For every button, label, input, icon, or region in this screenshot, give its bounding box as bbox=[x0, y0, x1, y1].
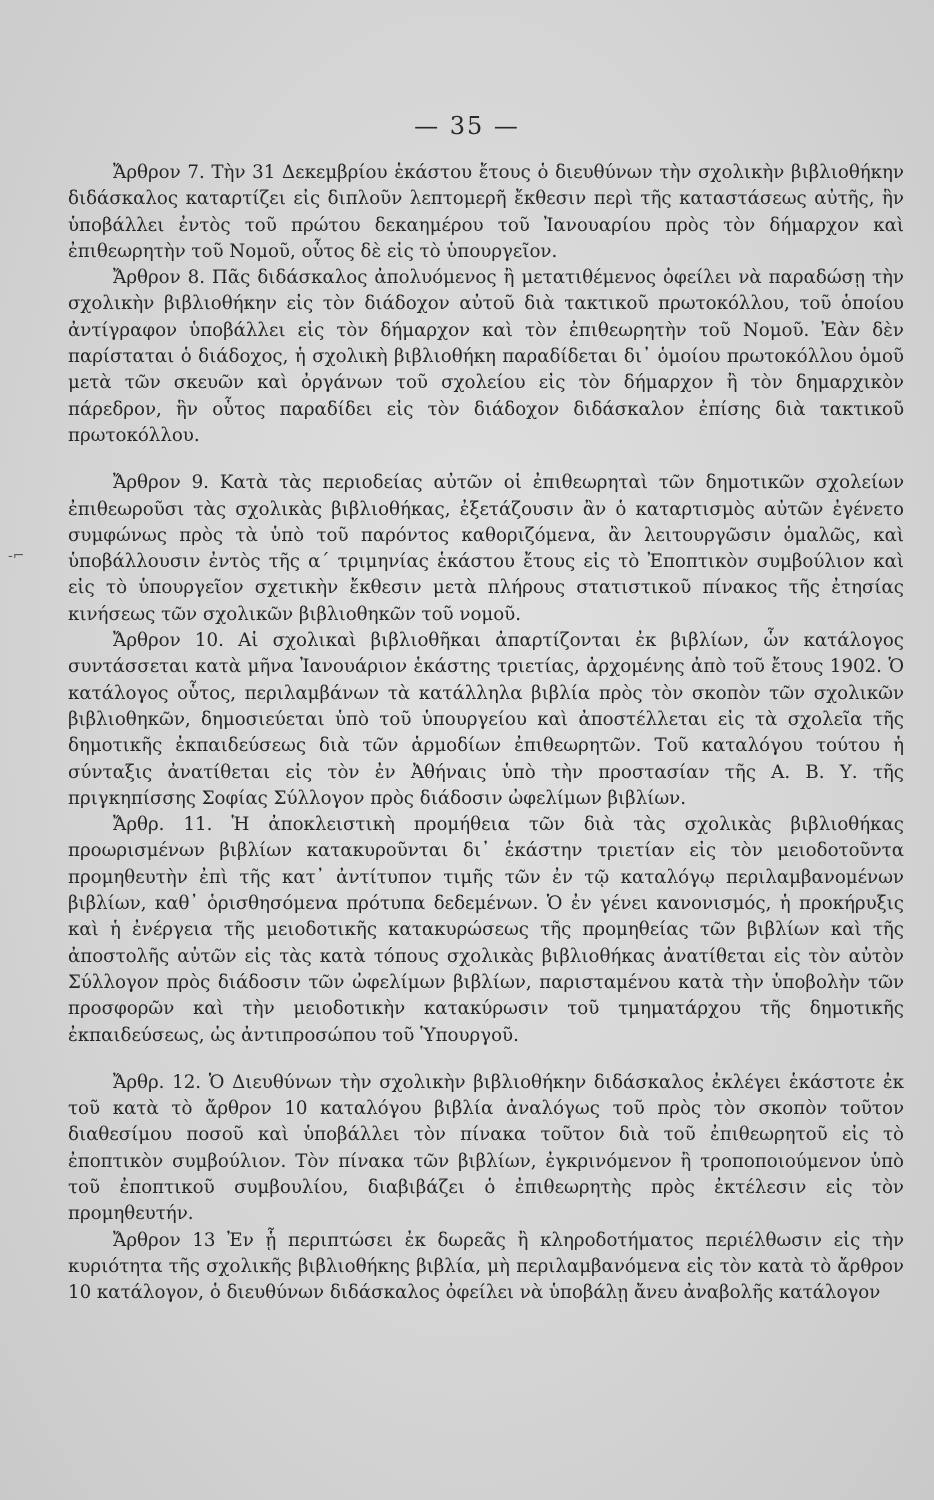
article-8-paragraph: Ἄρθρον 8. Πᾶς διδάσκαλος ἀπολυόμενος ἢ μετατιθέμενος ὀφείλει νὰ παραδώσῃ τὴν σχολικὴν βιβλιοθήκην εἰς τὸν διάδοχον αὐτοῦ διὰ τακτικοῦ πρωτοκόλλου, τοῦ ὁποίου ἀντίγραφον ὑποβάλλει εἰς τὸν δήμαρχον καὶ τὸν ἐπιθεωρητὴν τοῦ Νομοῦ. Ἐὰν δὲν παρίσταται ὁ διάδοχος, ἡ σχολικὴ βιβλιοθήκη παραδίδεται δι᾽ ὁμοίου πρωτοκόλλου ὁμοῦ μετὰ τῶν σκευῶν καὶ ὀργάνων τοῦ σχολείου εἰς τὸν δήμαρχον ἢ τὸν δημαρχικὸν πάρεδρον, ἣν οὗτος παραδίδει εἰς τὸν διάδοχον διδάσκαλον ἐπίσης διὰ τακτικοῦ πρωτοκόλλου. bbox=[68, 267, 904, 446]
margin-mark: -⌐ bbox=[8, 548, 25, 564]
page-number: — 35 — bbox=[414, 112, 520, 140]
article-12-paragraph: Ἄρθρ. 12. Ὁ Διευθύνων τὴν σχολικὴν βιβλιοθήκην διδάσκαλος ἐκλέγει ἑκάστοτε ἐκ τοῦ κατὰ τὸ ἄρθρον 10 καταλόγου βιβλία ἀναλόγως τοῦ πρὸς τὸν σκοπὸν τοῦτον διαθεσίμου ποσοῦ καὶ ὑποβάλλει τὸν πίνακα τοῦτον διὰ τοῦ ἐπιθεωρητοῦ εἰς τὸ ἐποπτικὸν συμβούλιον. Τὸν πίνακα τῶν βιβλίων, ἐγκρινόμενον ἢ τροποποιούμενον ὑπὸ τοῦ ἐποπτικοῦ συμβουλίου, διαβιβάζει ὁ ἐπιθεωρητὴς πρὸς ἐκτέλεσιν εἰς τὸν προμηθευτήν. bbox=[68, 1071, 904, 1225]
article-13-paragraph: Ἄρθρον 13 Ἐν ᾗ περιπτώσει ἐκ δωρεᾶς ἢ κληροδοτήματος περιέλθωσιν εἰς τὴν κυριότητα τῆς σχολικῆς βιβλιοθήκης βιβλία, μὴ περιλαμβανόμενα εἰς τὸν κατὰ τὸ ἄρθρον 10 κατάλογον, ὁ διευθύνων διδάσκαλος ὀφείλει νὰ ὑποβάλῃ ἄνευ ἀναβολῆς κατάλογον bbox=[68, 1229, 904, 1304]
article-11-paragraph: Ἄρθρ. 11. Ἡ ἀποκλειστικὴ προμήθεια τῶν διὰ τὰς σχολικὰς βιβλιοθήκας προωρισμένων βιβλίων κατακυροῦνται δι᾽ ἑκάστην τριετίαν εἰς τὸν μειοδοτοῦντα προμηθευτὴν ἐπὶ τῆς κατ᾽ ἀντίτυπον τιμῆς τῶν ἐν τῷ καταλόγῳ περιλαμβανομένων βιβλίων, καθ᾽ ὁρισθησόμενα πρότυπα δεδεμένων. Ὁ ἐν γένει κανονισμός, ἡ προκήρυξις καὶ ἡ ἐνέργεια τῆς μειοδοτικῆς κατακυρώσεως τῆς προμηθείας τῶν βιβλίων καὶ τῆς ἀποστολῆς αὐτῶν εἰς τὰς κατὰ τόπους σχολικὰς βιβλιοθήκας ἀνατίθεται εἰς τὸν αὐτὸν Σύλλογον πρὸς διάδοσιν τῶν ὠφελίμων βιβλίων, παρισταμένου κατὰ τὴν ὑποβολὴν τῶν προσφορῶν καὶ τὴν μειοδοτικὴν κατακύρωσιν τοῦ τμηματάρχου τῆς δημοτικῆς ἐκπαιδεύσεως, ὡς ἀντιπροσώπου τοῦ Ὑπουργοῦ. bbox=[68, 814, 904, 1046]
article-9-paragraph: Ἄρθρον 9. Κατὰ τὰς περιοδείας αὐτῶν οἱ ἐπιθεωρηταὶ τῶν δημοτικῶν σχολείων ἐπιθεωροῦσι τὰς σχολικὰς βιβλιοθήκας, ἐξετάζουσιν ἂν ὁ καταρτισμὸς αὐτῶν ἐγένετο συμφώνως πρὸς τὰ ὑπὸ τοῦ παρόντος καθοριζόμενα, ἂν λειτουργῶσιν ὁμαλῶς, καὶ ὑποβάλλουσιν ἐντὸς τῆς α΄ τριμηνίας ἑκάστου ἔτους εἰς τὸ Ἐποπτικὸν συμβούλιον καὶ εἰς τὸ ὑπουργεῖον σχετικὴν ἔκθεσιν μετὰ πλήρους στατιστικοῦ πίνακος τῆς ἐτησίας κινήσεως τῶν σχολικῶν βιβλιοθηκῶν τοῦ νομοῦ. bbox=[68, 472, 904, 625]
article-10-paragraph: Ἄρθρον 10. Αἱ σχολικαὶ βιβλιοθῆκαι ἀπαρτίζονται ἐκ βιβλίων, ὧν κατάλογος συντάσσεται κατὰ μῆνα Ἰανουάριον ἑκάστης τριετίας, ἀρχομένης ἀπὸ τοῦ ἔτους 1902. Ὁ κατάλογος οὗτος, περιλαμβάνων τὰ κατάλληλα βιβλία πρὸς τὸν σκοπὸν τῶν σχολικῶν βιβλιοθηκῶν, δημοσιεύεται ὑπὸ τοῦ ὑπουργείου καὶ ἀποστέλλεται εἰς τὰ σχολεῖα τῆς δημοτικῆς ἐκπαιδεύσεως διὰ τῶν ἁρμοδίων ἐπιθεωρητῶν. Τοῦ καταλόγου τούτου ἡ σύνταξις ἀνατίθεται εἰς τὸν ἐν Ἀθήναις ὑπὸ τὴν προστασίαν τῆς Α. Β. Υ. τῆς πριγκηπίσσης Σοφίας Σύλλογον πρὸς διάδοσιν ὠφελίμων βιβλίων. bbox=[68, 630, 904, 809]
article-7-paragraph: Ἄρθρον 7. Τὴν 31 Δεκεμβρίου ἑκάστου ἔτους ὁ διευθύνων τὴν σχολικὴν βιβλιοθήκην διδάσκαλος καταρτίζει εἰς διπλοῦν λεπτομερῆ ἔκθεσιν περὶ τῆς καταστάσεως αὐτῆς, ἣν ὑποβάλλει ἐντὸς τοῦ πρώτου δεκαημέρου τοῦ Ἰανουαρίου πρὸς τὸν δήμαρχον καὶ ἐπιθεωρητὴν τοῦ Νομοῦ, οὗτος δὲ εἰς τὸ ὑπουργεῖον. bbox=[68, 162, 904, 262]
body-text bbox=[68, 160, 904, 1306]
